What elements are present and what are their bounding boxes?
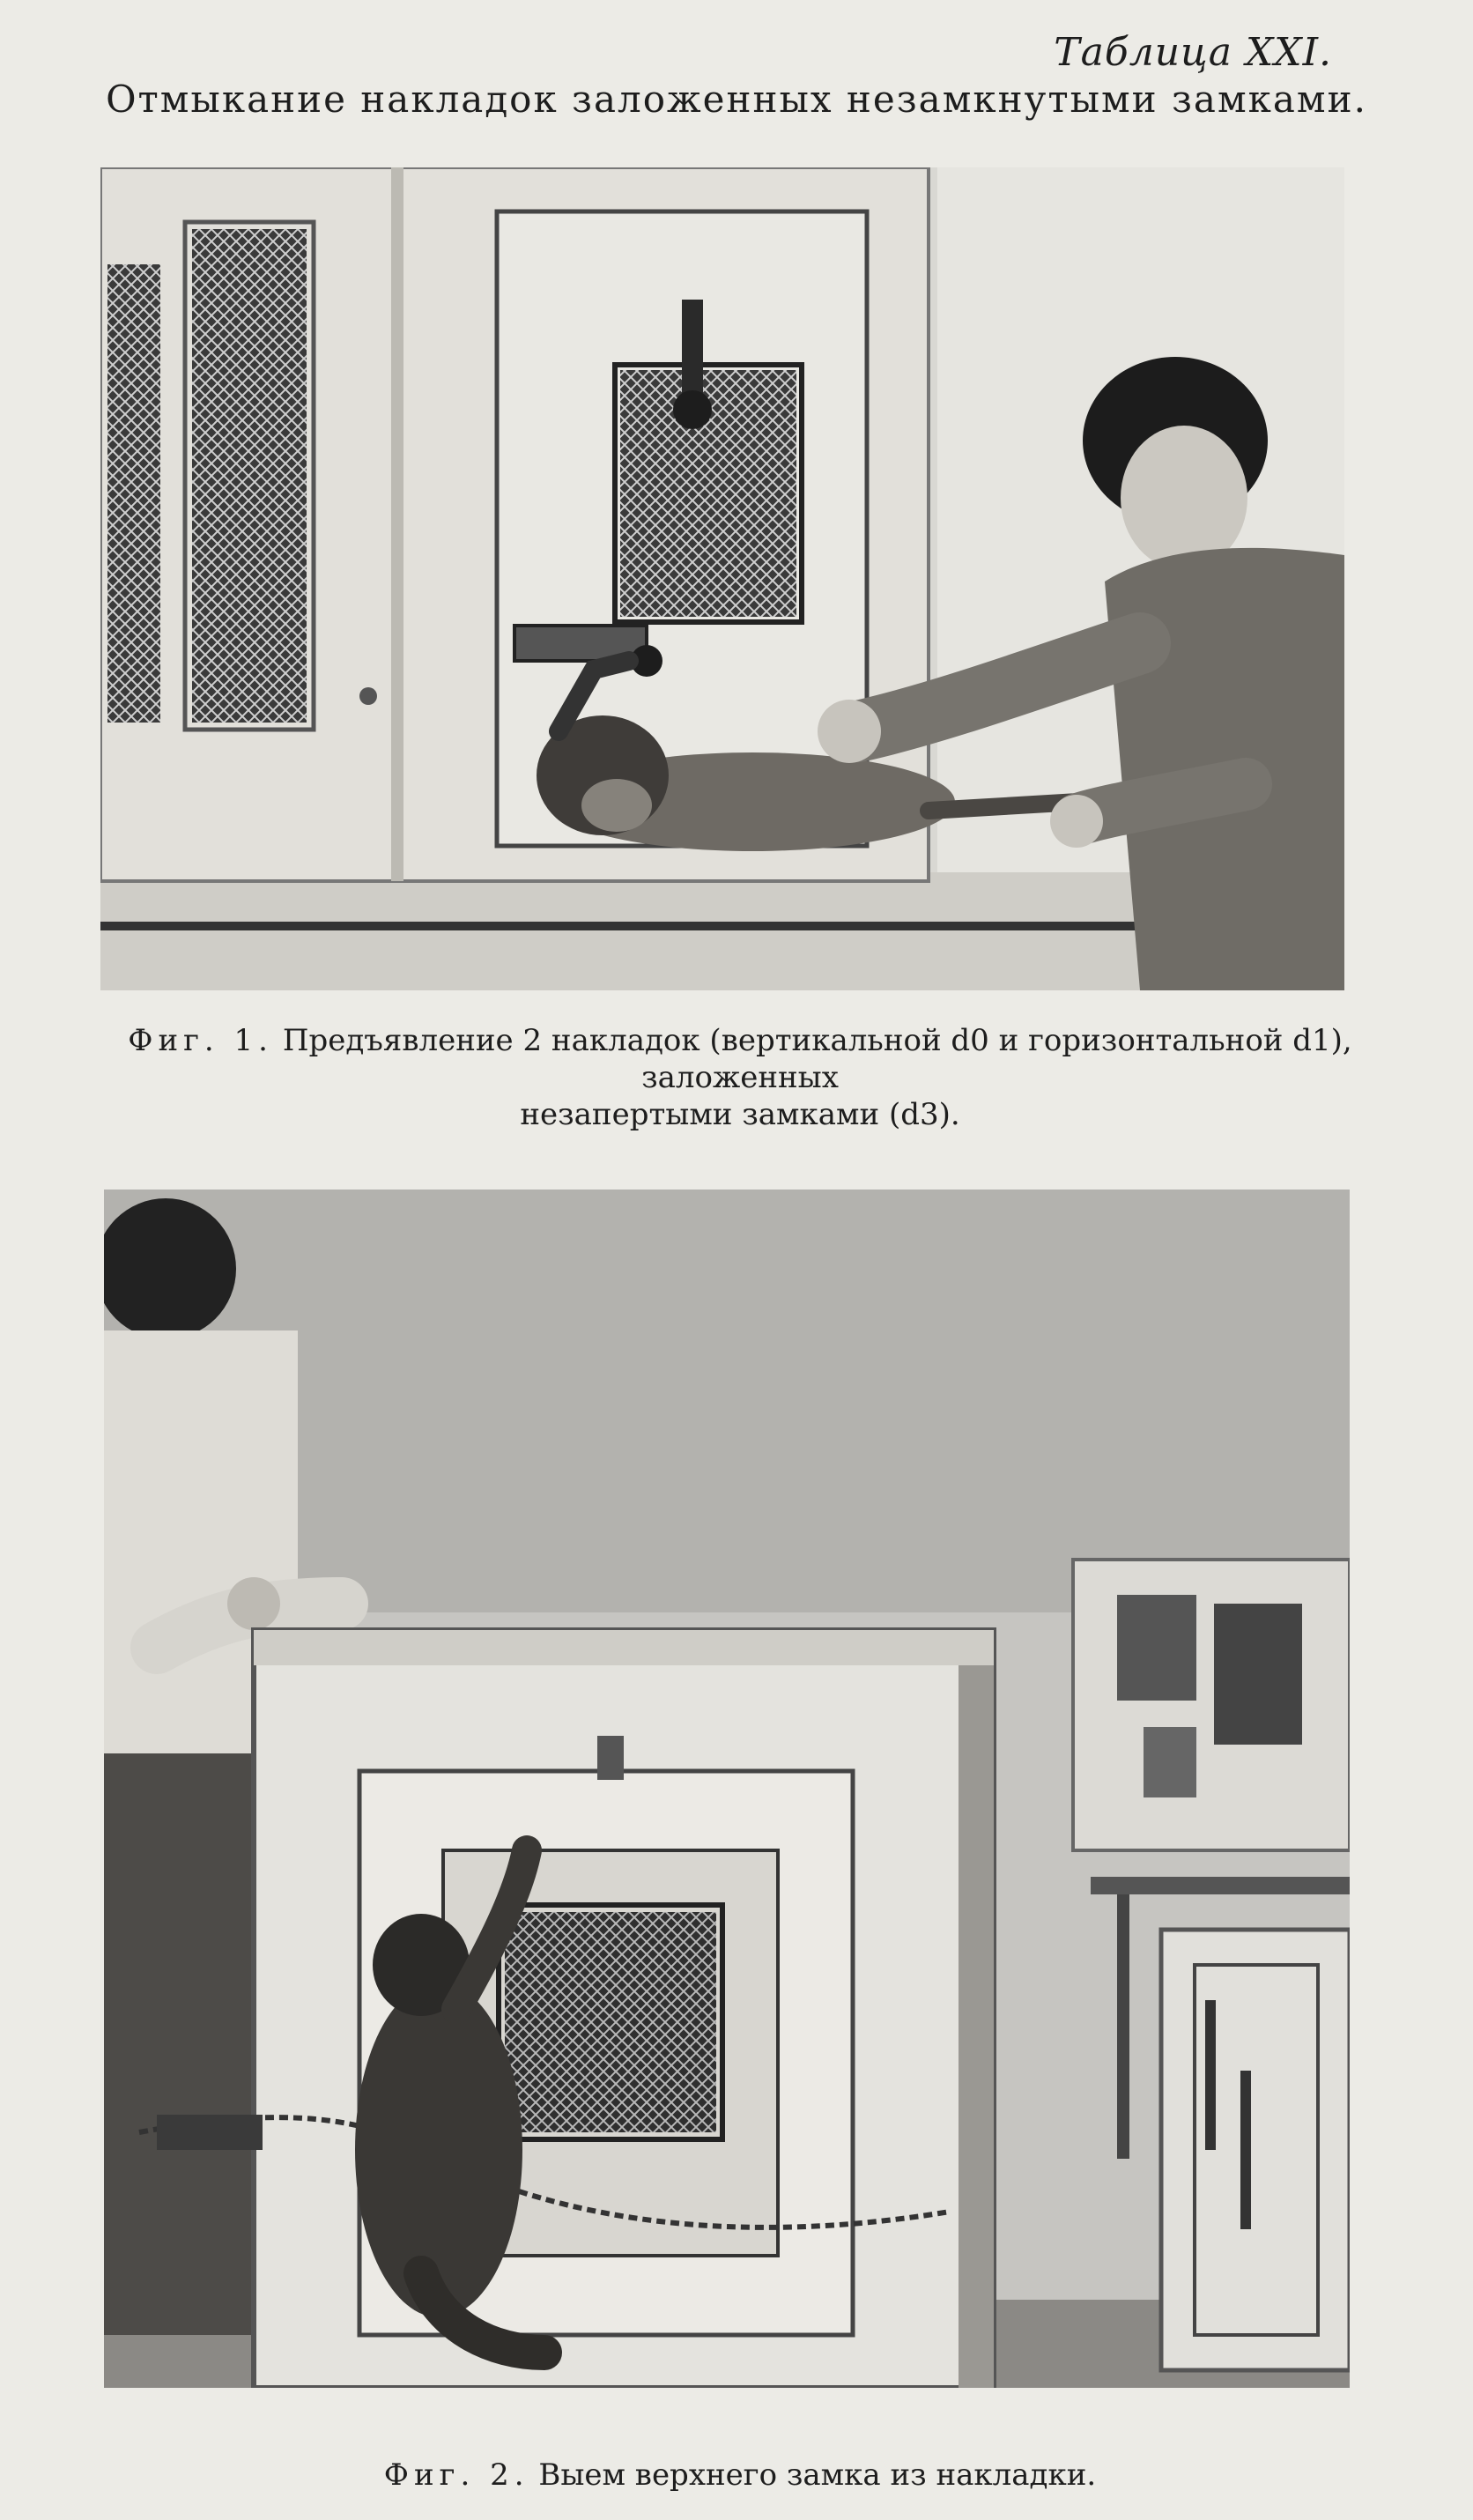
figure-2-photo	[104, 1190, 1350, 2388]
figure-2-caption-text: Выем верхнего замка из накладки.	[538, 2457, 1097, 2493]
figure-1-caption-line1: Предъявление 2 накладок (вертикальной d0 и горизонтальной d1), заложенных	[282, 1023, 1352, 1095]
plate-title: Отмыкание накладок заложенных незамкнутыми замками.	[106, 78, 1367, 121]
figure-2-caption	[123, 2457, 1357, 2494]
figure-1-label: Фиг. 1.	[128, 1023, 273, 1058]
figure-1-caption	[123, 1022, 1357, 1133]
figure-2-label: Фиг. 2.	[383, 2457, 529, 2493]
plate-number: Таблица XXI.	[1054, 30, 1332, 75]
figure-1-photo	[100, 167, 1344, 990]
figure-1-caption-line2: незапертыми замками (d3).	[520, 1097, 960, 1132]
